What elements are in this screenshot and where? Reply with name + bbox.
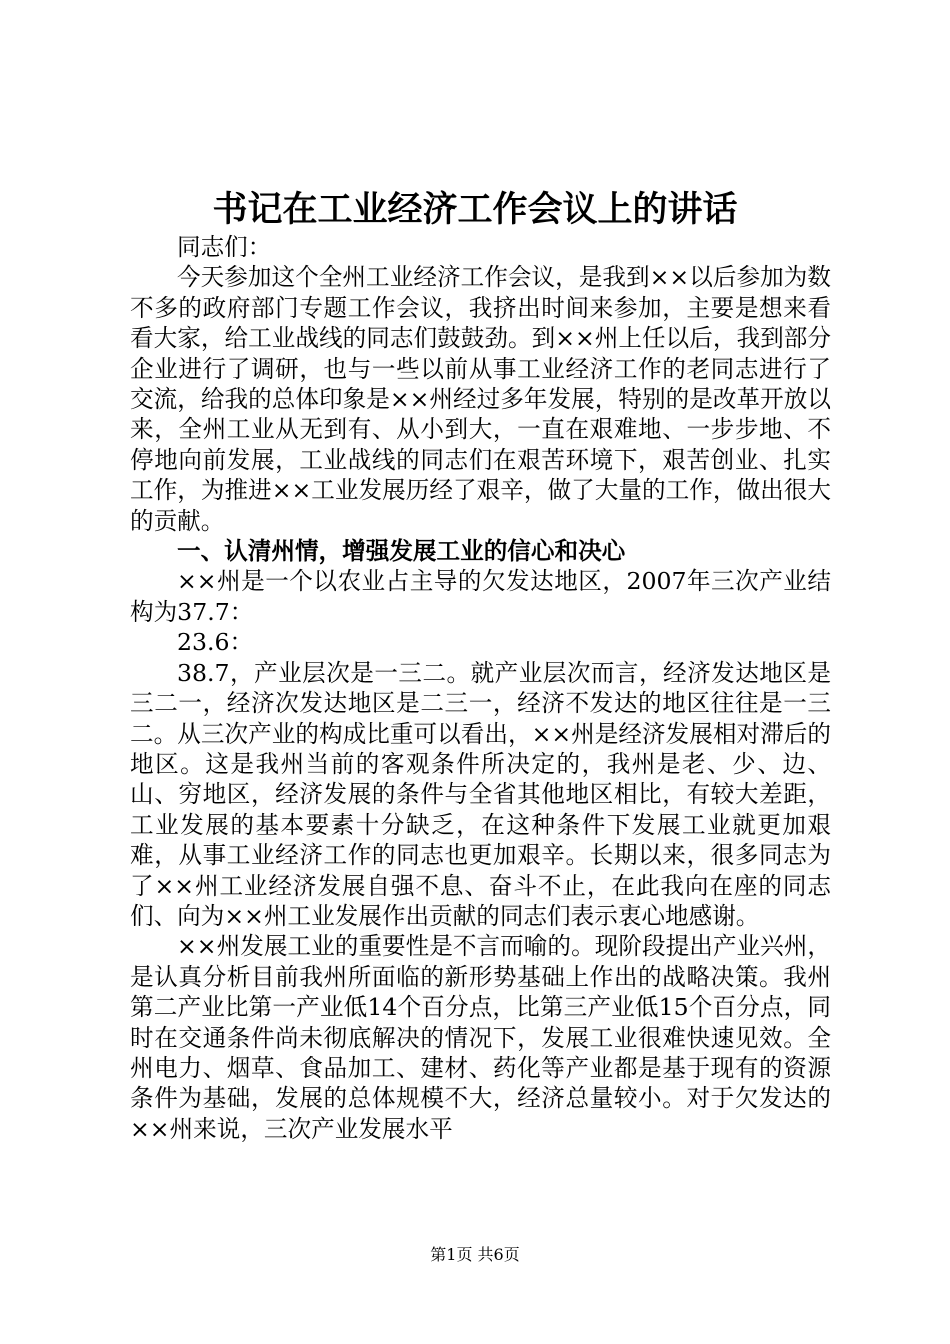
document-body: [130, 232, 831, 1144]
salutation: 同志们：: [177, 233, 272, 261]
paragraph: 今天参加这个全州工业经济工作会议，是我到××以后参加为数不多的政府部门专题工作会议，我挤出时间来参加，主要是想来看看大家，给工业战线的同志们鼓鼓劲。到××州上任以后，我到部分企业进行了调研，也与一些以前从事工业经济工作的老同志进行了交流，给我的总体印象是××州经过多年发展，特别的是改革开放以来，全州工业从无到有、从小到大，一直在艰难地、一步步地、不停地向前发展，工业战线的同志们在艰苦环境下，艰苦创业、扎实工作，为推进××工业发展历经了艰辛，做了大量的工作，做出很大的贡献。: [130, 263, 831, 535]
page-number: 第1页 共6页: [430, 1245, 520, 1264]
document-title: 书记在工业经济工作会议上的讲话: [212, 190, 738, 230]
paragraph: ××州是一个以农业占主导的欠发达地区，2007年三次产业结构为37.7：: [130, 567, 831, 626]
paragraph: 38.7，产业层次是一三二。就产业层次而言，经济发达地区是三二一，经济次发达地区是二三一，经济不发达的地区往往是一三二。从三次产业的构成比重可以看出，××州是经济发展相对滞后的地区。这是我州当前的客观条件所决定的，我州是老、少、边、山、穷地区，经济发展的条件与全省其他地区相比，有较大差距，工业发展的基本要素十分缺乏，在这种条件下发展工业就更加艰难，从事工业经济工作的同志也更加艰辛。长期以来，很多同志为了××州工业经济发展自强不息、奋斗不止，在此我向在座的同志们、向为××州工业发展作出贡献的同志们表示衷心地感谢。: [130, 658, 831, 930]
paragraph: 23.6：: [177, 628, 254, 657]
section-heading: 一、认清州情，增强发展工业的信心和决心: [177, 537, 626, 566]
paragraph: ××州发展工业的重要性是不言而喻的。现阶段提出产业兴州，是认真分析目前我州所面临的新形势基础上作出的战略决策。我州第二产业比第一产业低14个百分点，比第三产业低15个百分点，同时在交通条件尚未彻底解决的情况下，发展工业很难快速见效。全州电力、烟草、食品加工、建材、药化等产业都是基于现有的资源条件为基础，发展的总体规模不大，经济总量较小。对于欠发达的××州来说，三次产业发展水平: [130, 932, 831, 1143]
